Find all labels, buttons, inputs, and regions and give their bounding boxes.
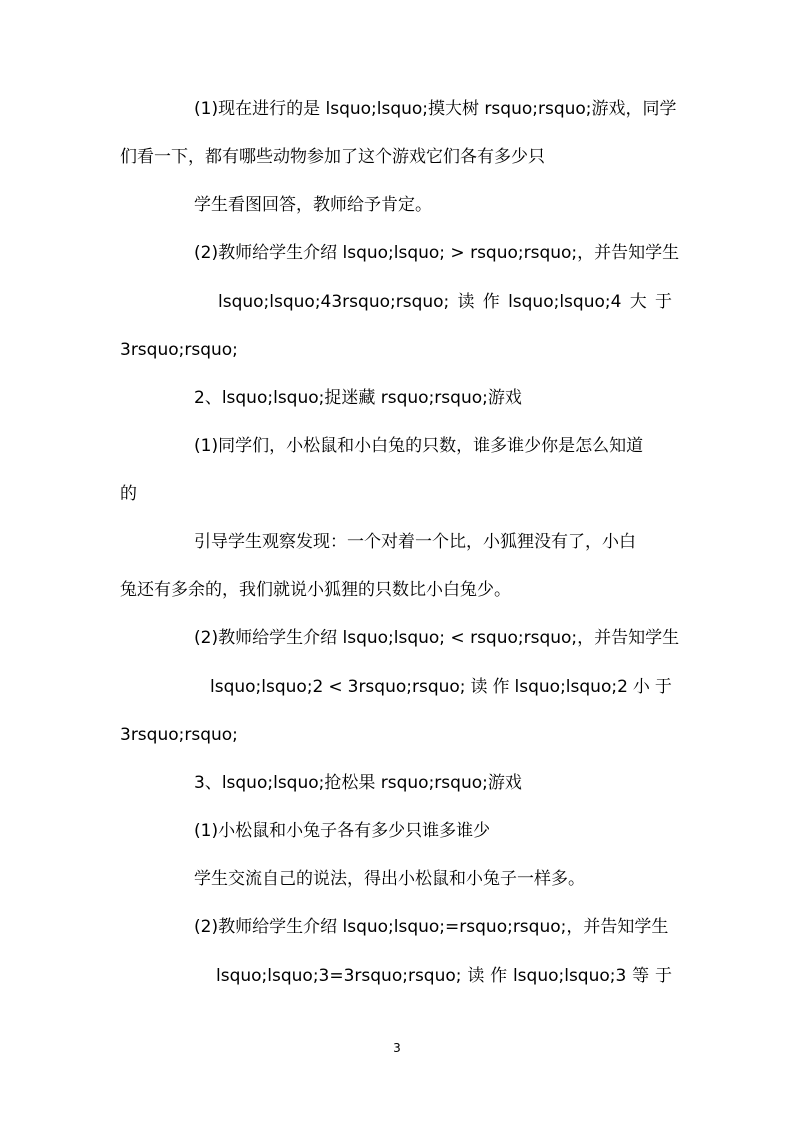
paragraph-line: 3rsquo;rsquo; xyxy=(120,340,238,360)
text-segment: lsquo;lsquo;4 xyxy=(508,292,622,312)
text-segment: 3rsquo;rsquo; xyxy=(347,677,466,697)
text-segment: 作 xyxy=(492,677,510,697)
paragraph-line: (2)教师给学生介绍 lsquo;lsquo; > rsquo;rsquo;，并告知学生 xyxy=(194,243,680,263)
text-segment: 等 xyxy=(632,966,650,986)
paragraph-line: (1)小松鼠和小兔子各有多少只谁多谁少 xyxy=(194,821,491,841)
text-segment: 读 xyxy=(470,677,488,697)
text-segment: 读 xyxy=(457,292,475,312)
section-heading: 3、lsquo;lsquo;抢松果 rsquo;rsquo;游戏 xyxy=(194,773,522,793)
justified-line xyxy=(120,964,672,988)
text-segment: lsquo;lsquo;3 xyxy=(512,966,627,986)
paragraph-line: 的 xyxy=(120,484,137,504)
section-heading: 2、lsquo;lsquo;捉迷藏 rsquo;rsquo;游戏 xyxy=(194,388,522,408)
text-segment: 小 xyxy=(632,677,650,697)
text-segment: 大 xyxy=(629,292,647,312)
paragraph-line: (2)教师给学生介绍 lsquo;lsquo; < rsquo;rsquo;，并告知学生 xyxy=(194,628,680,648)
paragraph-line: 3rsquo;rsquo; xyxy=(120,725,238,745)
paragraph-line: 学生交流自己的说法，得出小松鼠和小兔子一样多。 xyxy=(194,869,585,889)
text-segment: lsquo;lsquo;3=3rsquo;rsquo; xyxy=(216,966,462,986)
justified-line xyxy=(120,675,672,699)
text-segment: lsquo;lsquo;2 xyxy=(514,677,628,697)
paragraph-line: 引导学生观察发现：一个对着一个比，小狐狸没有了，小白 xyxy=(194,532,636,552)
text-segment: lsquo;lsquo;2 xyxy=(210,677,324,697)
text-segment: 于 xyxy=(654,677,672,697)
justified-line xyxy=(120,290,672,314)
text-segment: 于 xyxy=(654,966,672,986)
text-segment: lsquo;lsquo;43rsquo;rsquo; xyxy=(218,292,450,312)
paragraph-line: 兔还有多余的，我们就说小狐狸的只数比小白兔少。 xyxy=(120,580,511,600)
paragraph-line: 学生看图回答，教师给予肯定。 xyxy=(194,195,432,215)
page-number: 3 xyxy=(393,1041,401,1055)
text-segment: < xyxy=(328,677,343,697)
text-segment: 于 xyxy=(654,292,672,312)
text-segment: 作 xyxy=(482,292,500,312)
paragraph-line: 们看一下，都有哪些动物参加了这个游戏它们各有多少只 xyxy=(120,147,545,167)
text-segment: 作 xyxy=(490,966,508,986)
paragraph-line: (1)同学们，小松鼠和小白兔的只数，谁多谁少你是怎么知道 xyxy=(194,436,644,456)
paragraph-line: (2)教师给学生介绍 lsquo;lsquo;=rsquo;rsquo;，并告知学生 xyxy=(194,917,669,937)
paragraph-line: (1)现在进行的是 lsquo;lsquo;摸大树 rsquo;rsquo;游戏，同学 xyxy=(194,99,677,119)
text-segment: 读 xyxy=(467,966,485,986)
